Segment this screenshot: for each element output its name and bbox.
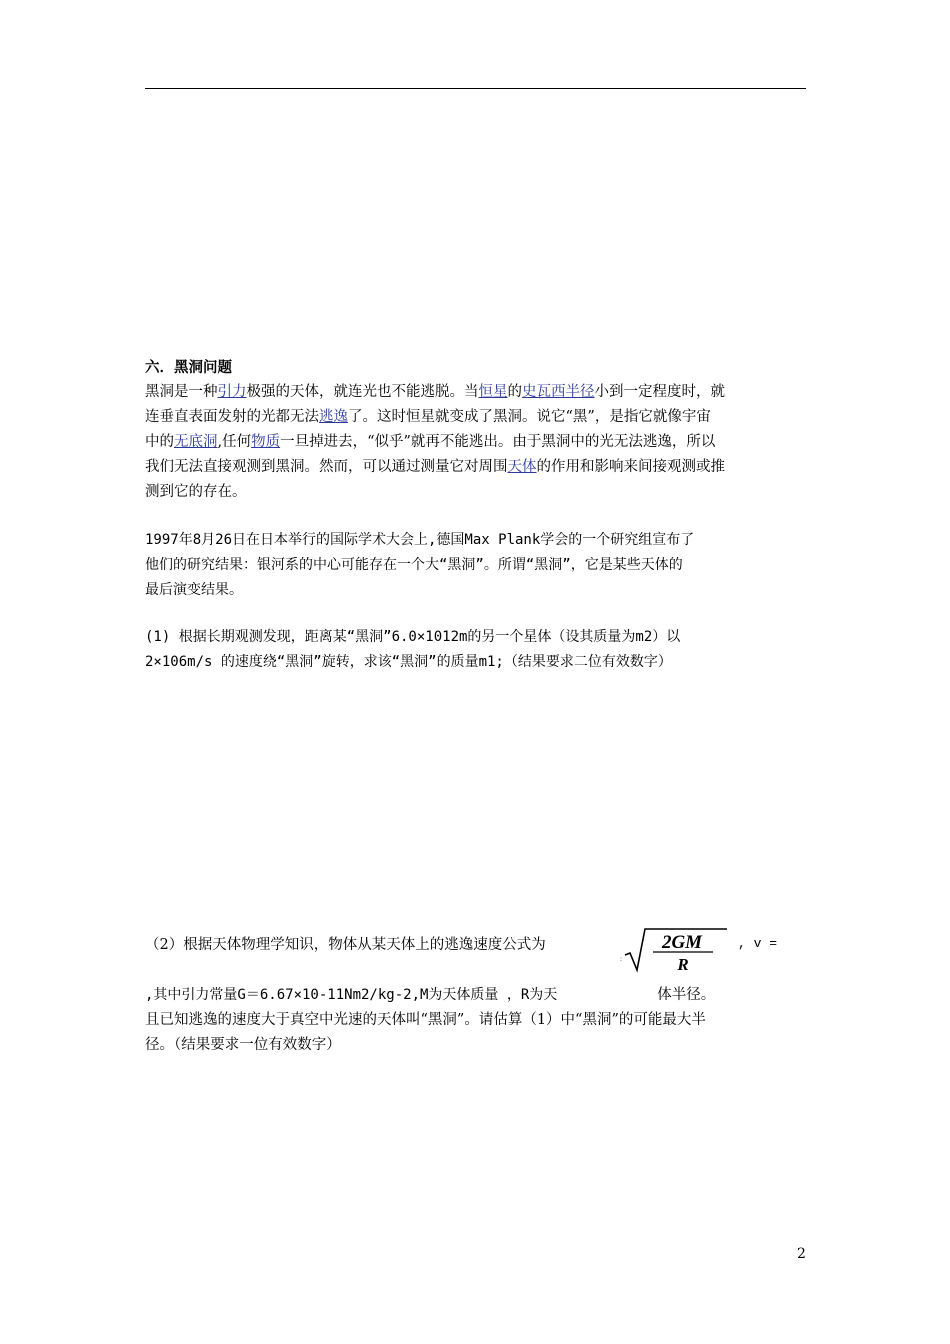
background-line: 最后演变结果。	[145, 582, 243, 598]
link-matter[interactable]: 物质	[251, 434, 281, 450]
intro-text: 连垂直表面发射的光都无法	[145, 409, 319, 425]
page-number: 2	[797, 1246, 806, 1262]
intro-text: ,任何	[217, 434, 252, 450]
background-line: 1997年8月26日在日本举行的国际学术大会上,德国Max Plank学会的一个研究组宣布了	[145, 532, 695, 548]
section-black-hole	[145, 355, 810, 505]
intro-text: 黑洞是一种	[145, 384, 218, 400]
intro-text: 我们无法直接观测到黑洞。然而，可以通过测量它对周围	[145, 459, 508, 475]
intro-line-4	[145, 455, 810, 480]
intro-line-2	[145, 405, 810, 430]
link-gravity[interactable]: 引力	[217, 384, 247, 400]
formula-denominator: R	[677, 955, 689, 973]
intro-text: 的	[507, 384, 522, 400]
background-paragraph	[145, 528, 810, 603]
intro-line-5: 测到它的存在。	[145, 484, 247, 500]
formula-tail: , v =	[738, 936, 778, 951]
question-2-line: 且已知逃逸的速度大于真空中光速的天体叫“黑洞”。请估算（1）中“黑洞”的可能最大半	[145, 1012, 706, 1028]
escape-velocity-formula	[617, 925, 747, 973]
question-2-line	[145, 983, 810, 1008]
link-star[interactable]: 恒星	[478, 384, 508, 400]
section-title: 六．黑洞问题	[145, 359, 232, 376]
question-1-line: 2×106m/s 的速度绕“黑洞”旋转，求该“黑洞”的质量m1;（结果要求二位有效数字）	[145, 654, 672, 670]
formula-mark: :	[620, 956, 623, 963]
question-2-body	[145, 983, 810, 1058]
intro-text: 的作用和影响来间接观测或推	[536, 459, 725, 475]
intro-line-3	[145, 430, 810, 455]
question-2-text: 体半径。	[657, 987, 716, 1003]
link-schwarzschild-radius[interactable]: 史瓦西半径	[522, 384, 595, 400]
intro-text: 一旦掉进去，“似乎”就再不能逃出。由于黑洞中的光无法逃逸，所以	[280, 434, 716, 450]
link-bottomless-hole[interactable]: 无底洞	[174, 434, 218, 450]
question-2-line: 径。（结果要求一位有效数字）	[145, 1037, 341, 1053]
question-2-text: ,其中引力常量G＝6.67×10-11Nm2/kg-2,M为天体质量 ，R为天	[145, 987, 558, 1003]
intro-line-1	[145, 380, 810, 405]
question-1	[145, 625, 810, 675]
question-2-line: （2）根据天体物理学知识，物体从某天体上的逃逸速度公式为	[145, 937, 546, 953]
sqrt-formula-graphic	[617, 925, 747, 973]
link-escape[interactable]: 逃逸	[319, 409, 348, 425]
header-rule	[145, 88, 806, 89]
intro-text: 中的	[145, 434, 174, 450]
intro-text: 了。这时恒星就变成了黑洞。说它“黑”，是指它就像宇宙	[348, 409, 711, 425]
formula-numerator: 2GM	[661, 932, 703, 953]
link-celestial-body[interactable]: 天体	[507, 459, 537, 475]
question-1-line: (1) 根据长期观测发现，距离某“黑洞”6.0×1012m的另一个星体（设其质量为m2）以	[145, 629, 681, 645]
intro-text: 小到一定程度时，就	[594, 384, 725, 400]
background-line: 他们的研究结果：银河系的中心可能存在一个大“黑洞”。所谓“黑洞”，它是某些天体的	[145, 557, 683, 573]
intro-text: 极强的天体，就连光也不能逃脱。当	[246, 384, 479, 400]
